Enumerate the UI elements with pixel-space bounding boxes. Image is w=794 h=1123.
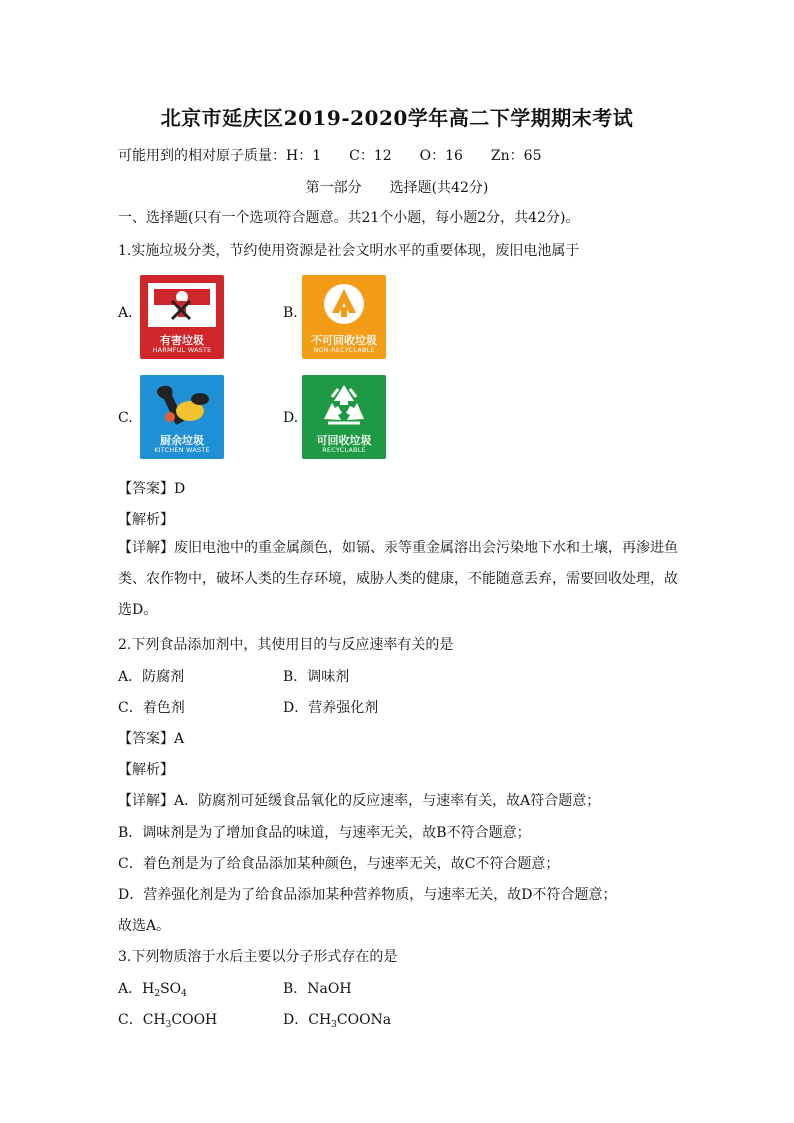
q1-option-d-label: D. [283,410,299,426]
bin-label-cn: 厨余垃圾 [160,434,204,447]
q2-detail-line: B．调味剂是为了增加食品的味道，与速率无关，故B不符合题意； [118,825,531,841]
q2-detail-line: 故选A。 [118,918,171,934]
option-label: D． [283,1012,309,1028]
option-label: C． [118,1012,143,1028]
q1-option-c-label: C. [118,410,133,426]
bin-label-en: RECYCLABLE [322,446,366,454]
part-heading: 第一部分 选择题(共42分) [305,180,489,196]
bin-label-cn: 不可回收垃圾 [311,334,377,347]
formula-subscript: 2 [154,989,161,999]
q2-answer: 【答案】A [118,731,185,747]
formula-subscript: 3 [165,1020,172,1030]
formula-part: COOH [171,1012,218,1028]
section-heading: 一、选择题(只有一个选项符合题意。共21个小题，每小题2分，共42分)。 [118,210,580,226]
q3-option-b: B．NaOH [283,981,352,997]
q1-option-a-label: A. [118,305,133,321]
formula-subscript: 3 [331,1020,337,1030]
page-title: 北京市延庆区2019-2020学年高二下学期期末考试 [160,106,634,130]
q2-detail-line: 【详解】A．防腐剂可延缓食品氧化的反应速率，与速率有关，故A符合题意； [118,793,601,809]
bin-label-cn: 有害垃圾 [160,334,204,347]
q2-option-b: B．调味剂 [283,669,350,685]
bin-label-en: HARMFUL WASTE [152,346,212,354]
formula-part: H [142,981,155,997]
q1-option-b-label: B. [283,305,298,321]
formula-subscript: 4 [181,989,187,999]
formula-part: CH [142,1012,166,1028]
q2-detail-line: C．着色剂是为了给食品添加某种颜色，与速率无关，故C不符合题意； [118,856,560,872]
non-recyclable-sign [302,275,386,359]
q3-option-a [118,978,187,999]
q2-analysis-heading: 【解析】 [118,762,174,778]
q2-option-d: D．营养强化剂 [283,700,379,716]
recyclable-sign [302,375,386,459]
atomic-masses-line: 可能用到的相对原子质量：H：1 C：12 O：16 Zn：65 [118,148,542,164]
q1-stem: 1.实施垃圾分类，节约使用资源是社会文明水平的重要体现，废旧电池属于 [118,243,580,259]
option-label: A． [118,981,143,997]
formula-part: COONa [336,1012,392,1028]
bin-label-en: NON-RECYCLABLE [313,346,375,354]
kitchen-waste-sign [140,375,224,459]
bin-label-en: KITCHEN WASTE [154,446,210,454]
harmful-waste-sign [140,275,224,359]
q2-option-c: C．着色剂 [118,700,185,716]
q2-detail-line: D．营养强化剂是为了给食品添加某种营养物质，与速率无关，故D不符合题意； [118,887,617,903]
q3-option-d [283,1009,391,1030]
formula-part: SO [160,981,182,997]
q3-stem: 3.下列物质溶于水后主要以分子形式存在的是 [118,949,398,965]
q1-answer: 【答案】D [118,481,186,497]
q1-analysis-heading: 【解析】 [118,512,174,528]
q3-option-c [118,1009,217,1030]
q1-detail: 【详解】废旧电池中的重金属颜色，如镉、汞等重金属溶出会污染地下水和土壤，再渗进鱼类、农作物中，破坏人类的生存环境，威胁人类的健康，不能随意丢弃，需要回收处理，故选D。 [118,540,678,618]
q2-stem: 2.下列食品添加剂中，其使用目的与反应速率有关的是 [118,637,454,653]
formula-part: CH [308,1012,332,1028]
q2-option-a: A．防腐剂 [118,669,185,685]
bin-label-cn: 可回收垃圾 [316,434,372,447]
